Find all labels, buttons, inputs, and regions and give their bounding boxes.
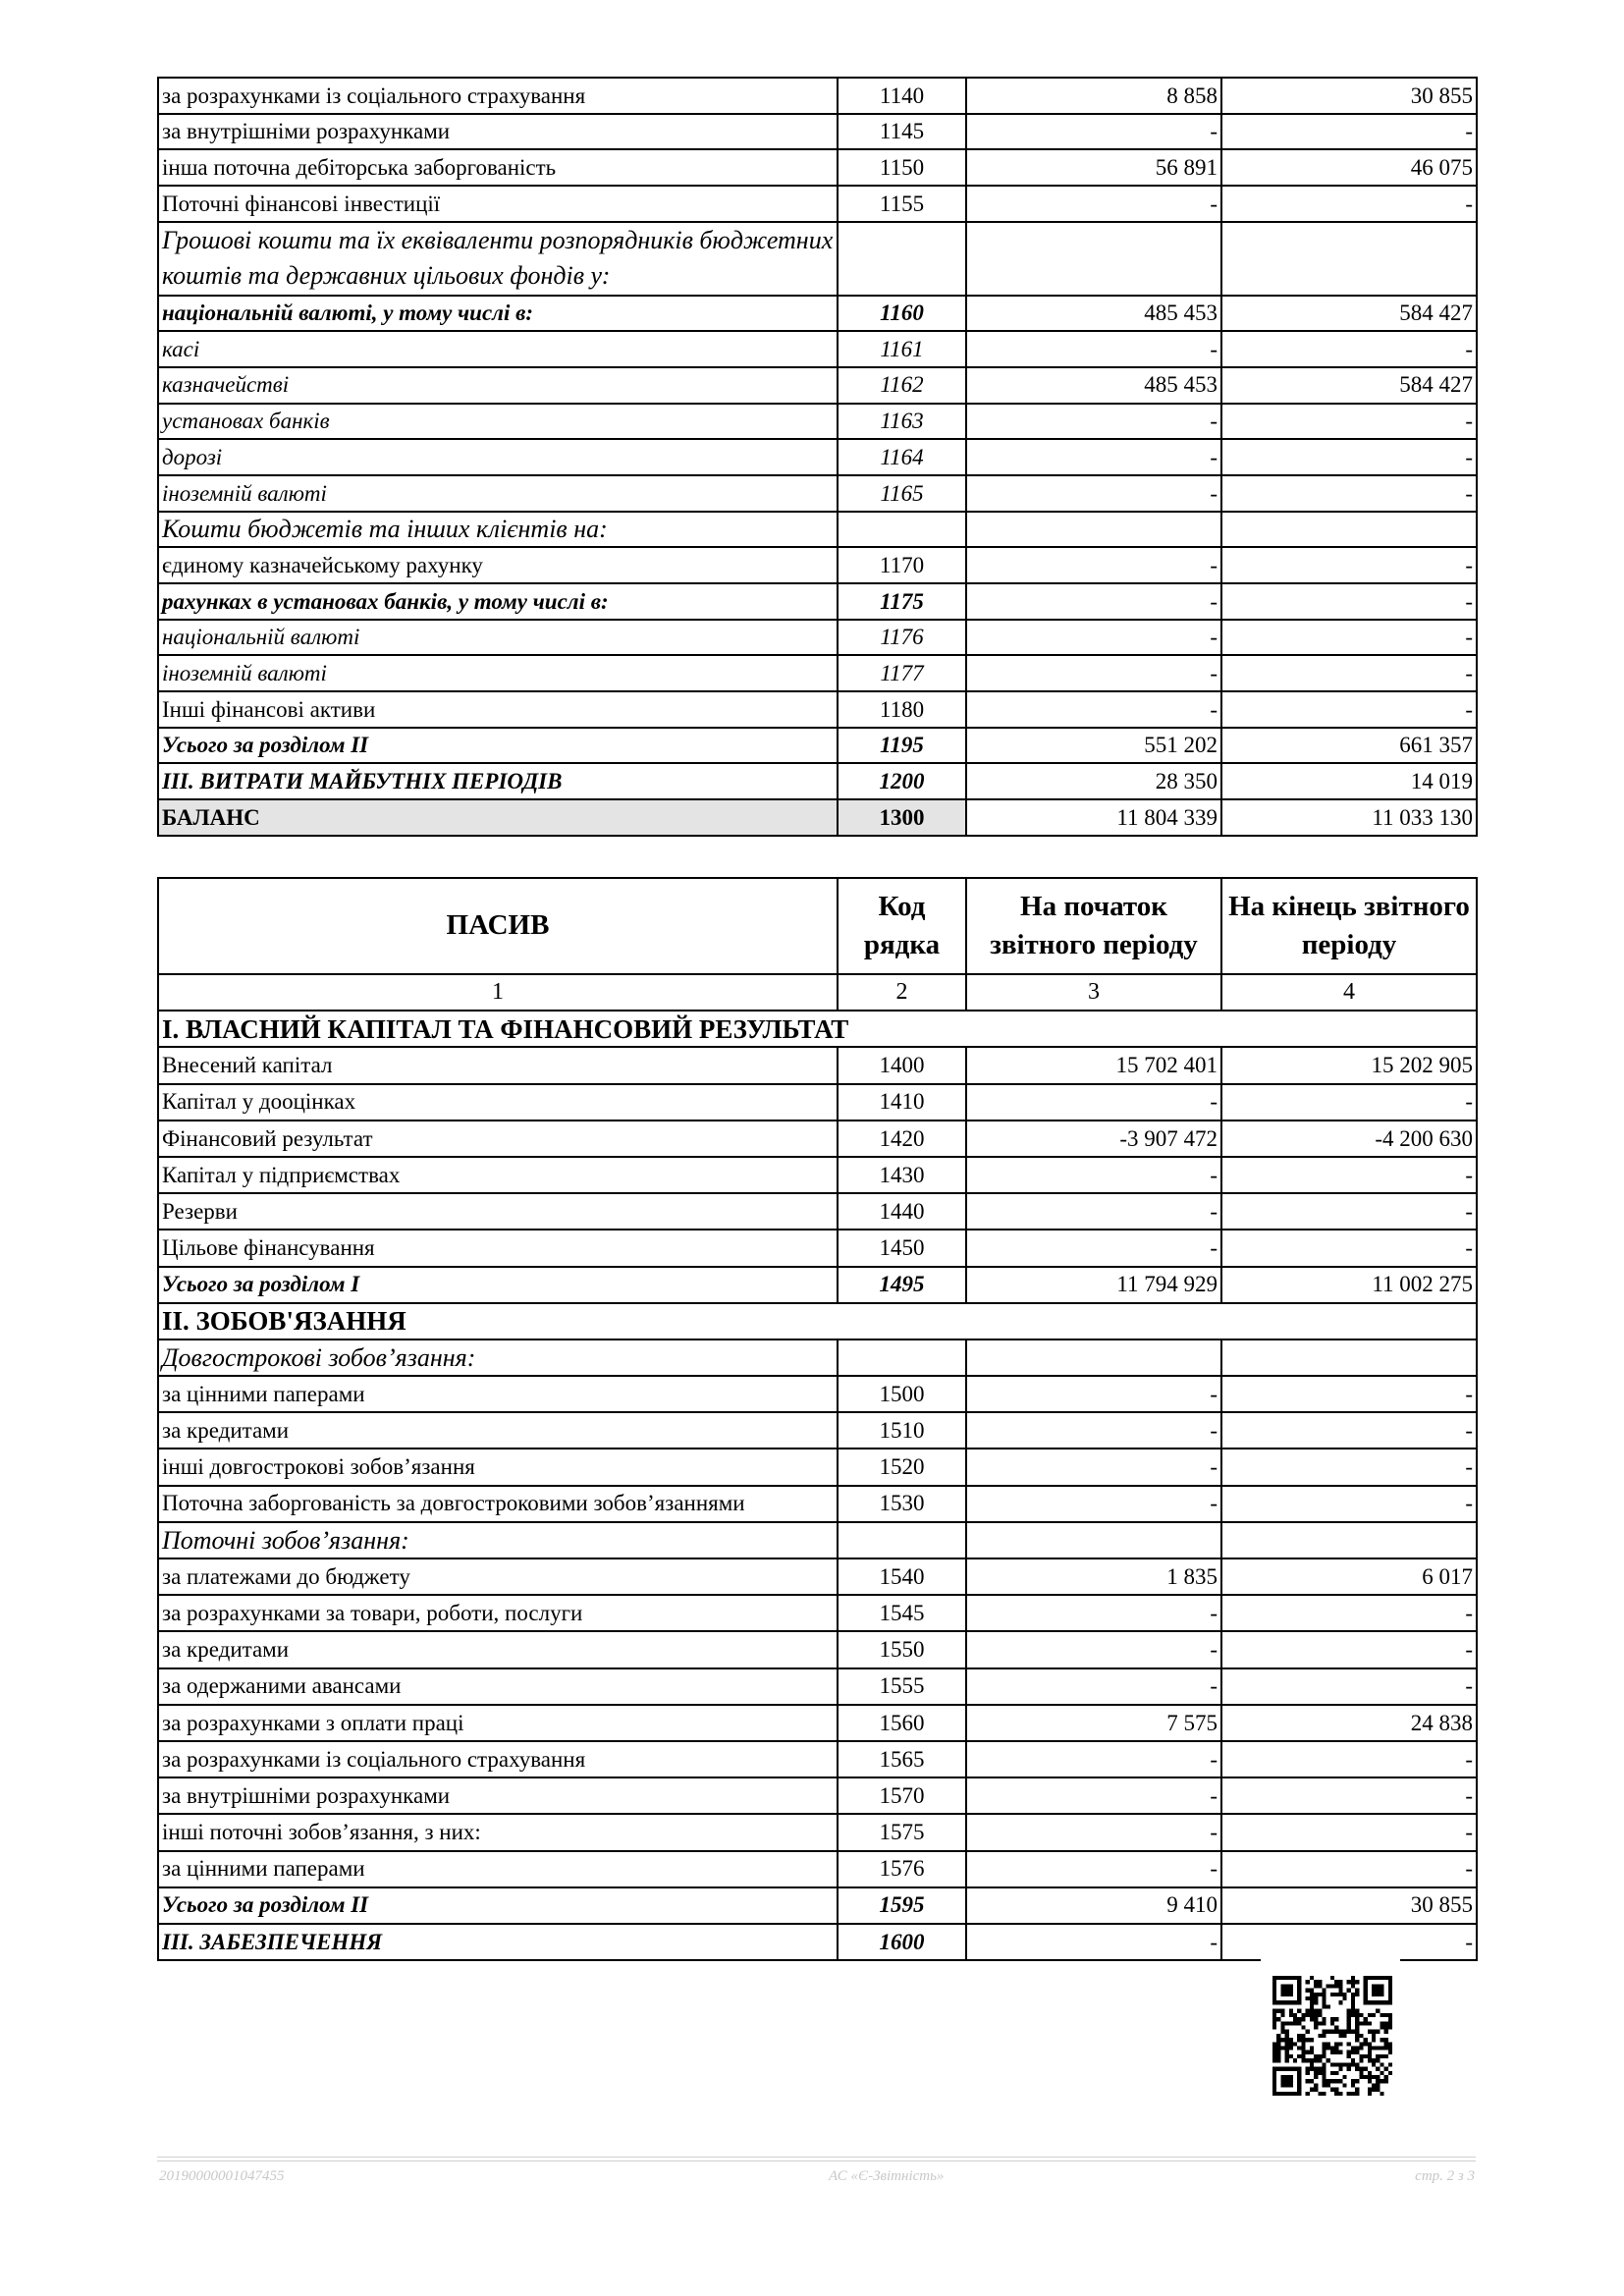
- table-row: [158, 1558, 1477, 1595]
- table-row: [158, 583, 1477, 620]
- value-period-end: -: [1221, 1741, 1477, 1777]
- row-label: Кошти бюджетів та інших клієнтів на:: [158, 512, 838, 548]
- table-row: [158, 1047, 1477, 1083]
- row-code: 1145: [838, 114, 966, 150]
- value-period-end: 15 202 905: [1221, 1047, 1477, 1083]
- value-period-start: [966, 1339, 1221, 1376]
- value-period-start: -: [966, 1741, 1221, 1777]
- table-row: [158, 1741, 1477, 1777]
- value-period-end: 6 017: [1221, 1558, 1477, 1595]
- row-code: 1165: [838, 475, 966, 512]
- row-code: 1600: [838, 1924, 966, 1960]
- row-label: рахунках в установах банків, у тому числі в:: [158, 583, 838, 620]
- table-row: [158, 1376, 1477, 1412]
- row-code: 1576: [838, 1851, 966, 1887]
- value-period-end: -: [1221, 620, 1477, 656]
- row-label: Фінансовий результат: [158, 1121, 838, 1157]
- footer-system-name: АС «Є-Звітність»: [829, 2168, 945, 2184]
- table-row: [158, 1887, 1477, 1924]
- value-period-start: -: [966, 655, 1221, 691]
- row-label: за платежами до бюджету: [158, 1558, 838, 1595]
- value-period-end: -: [1221, 1193, 1477, 1230]
- table-row: [158, 512, 1477, 548]
- table-row: [158, 222, 1477, 296]
- row-code: 1160: [838, 296, 966, 332]
- table-row: [158, 1339, 1477, 1376]
- table-row: [158, 1631, 1477, 1667]
- row-code: 1400: [838, 1047, 966, 1083]
- table-header-row: [158, 878, 1477, 974]
- value-period-start: 7 575: [966, 1705, 1221, 1741]
- row-code: 1450: [838, 1230, 966, 1266]
- value-period-end: -: [1221, 1449, 1477, 1485]
- row-label: єдиному казначейському рахунку: [158, 547, 838, 583]
- row-label: Поточні фінансові інвестиції: [158, 186, 838, 222]
- row-code: 1540: [838, 1558, 966, 1595]
- row-code: 1420: [838, 1121, 966, 1157]
- table-row: [158, 799, 1477, 836]
- row-code: [838, 1339, 966, 1376]
- value-period-start: -: [966, 1486, 1221, 1522]
- table-row: [158, 367, 1477, 404]
- value-period-start: -: [966, 1412, 1221, 1449]
- row-code: 1176: [838, 620, 966, 656]
- value-period-start: -: [966, 1449, 1221, 1485]
- header-code: Код рядка: [838, 878, 966, 974]
- value-period-end: -: [1221, 1486, 1477, 1522]
- row-label: Капітал у дооцінках: [158, 1084, 838, 1121]
- value-period-start: -: [966, 1924, 1221, 1960]
- section-title: II. ЗОБОВ'ЯЗАННЯ: [158, 1303, 1477, 1339]
- value-period-start: -: [966, 1668, 1221, 1705]
- row-label: за внутрішніми розрахунками: [158, 1777, 838, 1814]
- value-period-start: -: [966, 1193, 1221, 1230]
- column-number-row: [158, 974, 1477, 1011]
- value-period-end: 14 019: [1221, 763, 1477, 799]
- value-period-start: -: [966, 1814, 1221, 1850]
- row-label: за розрахунками з оплати праці: [158, 1705, 838, 1741]
- row-code: 1161: [838, 331, 966, 367]
- value-period-end: 30 855: [1221, 1887, 1477, 1924]
- row-label: Усього за розділом II: [158, 1887, 838, 1924]
- row-code: 1180: [838, 691, 966, 728]
- table-row: [158, 763, 1477, 799]
- table-row: [158, 1303, 1477, 1339]
- row-label: іноземній валюті: [158, 475, 838, 512]
- value-period-end: -: [1221, 404, 1477, 440]
- value-period-end: 584 427: [1221, 367, 1477, 404]
- table-row: [158, 1522, 1477, 1558]
- table-row: [158, 1777, 1477, 1814]
- value-period-start: 1 835: [966, 1558, 1221, 1595]
- value-period-end: [1221, 1339, 1477, 1376]
- value-period-end: -: [1221, 1777, 1477, 1814]
- row-code: [838, 512, 966, 548]
- row-code: 1164: [838, 439, 966, 475]
- row-code: 1162: [838, 367, 966, 404]
- row-label: за кредитами: [158, 1412, 838, 1449]
- value-period-end: -: [1221, 691, 1477, 728]
- row-code: 1500: [838, 1376, 966, 1412]
- value-period-start: -: [966, 1595, 1221, 1631]
- row-label: Внесений капітал: [158, 1047, 838, 1083]
- table-row: [158, 1157, 1477, 1193]
- value-period-end: -: [1221, 1595, 1477, 1631]
- table-row: [158, 1814, 1477, 1850]
- value-period-end: [1221, 222, 1477, 296]
- table-row: [158, 1267, 1477, 1303]
- table-row: [158, 1668, 1477, 1705]
- column-number: 3: [966, 974, 1221, 1011]
- table-row: [158, 1121, 1477, 1157]
- footer-divider: [157, 2160, 1476, 2161]
- value-period-start: -: [966, 475, 1221, 512]
- value-period-start: 551 202: [966, 728, 1221, 764]
- row-label: установах банків: [158, 404, 838, 440]
- row-label: Усього за розділом I: [158, 1267, 838, 1303]
- row-code: 1595: [838, 1887, 966, 1924]
- row-code: 1545: [838, 1595, 966, 1631]
- value-period-start: 56 891: [966, 149, 1221, 186]
- value-period-start: [966, 512, 1221, 548]
- value-period-end: 46 075: [1221, 149, 1477, 186]
- footer-page-number: стр. 2 з 3: [1415, 2168, 1475, 2184]
- row-code: 1140: [838, 78, 966, 114]
- row-code: 1530: [838, 1486, 966, 1522]
- value-period-start: -: [966, 114, 1221, 150]
- value-period-start: -: [966, 186, 1221, 222]
- table-row: [158, 1449, 1477, 1485]
- assets-table: [157, 77, 1478, 837]
- row-code: 1495: [838, 1267, 966, 1303]
- value-period-start: -: [966, 1376, 1221, 1412]
- value-period-end: -: [1221, 1157, 1477, 1193]
- value-period-end: 24 838: [1221, 1705, 1477, 1741]
- value-period-start: 15 702 401: [966, 1047, 1221, 1083]
- row-label: Довгострокові зобов’язання:: [158, 1339, 838, 1376]
- row-label: національній валюті: [158, 620, 838, 656]
- value-period-end: [1221, 1522, 1477, 1558]
- table-gap: [1261, 1954, 1400, 1972]
- row-label: за кредитами: [158, 1631, 838, 1667]
- value-period-end: -: [1221, 439, 1477, 475]
- header-pasiv: ПАСИВ: [158, 878, 838, 974]
- row-label: за внутрішніми розрахунками: [158, 114, 838, 150]
- table-row: [158, 1705, 1477, 1741]
- value-period-start: -: [966, 1084, 1221, 1121]
- table-row: [158, 1084, 1477, 1121]
- row-code: [838, 222, 966, 296]
- value-period-end: -: [1221, 331, 1477, 367]
- value-period-start: 485 453: [966, 296, 1221, 332]
- row-code: 1200: [838, 763, 966, 799]
- header-period-start: На початок звітного періоду: [966, 878, 1221, 974]
- value-period-end: 661 357: [1221, 728, 1477, 764]
- row-label: Цільове фінансування: [158, 1230, 838, 1266]
- section-title: I. ВЛАСНИЙ КАПІТАЛ ТА ФІНАНСОВИЙ РЕЗУЛЬТАТ: [158, 1011, 1477, 1047]
- value-period-end: -: [1221, 1376, 1477, 1412]
- column-number: 2: [838, 974, 966, 1011]
- row-label: за одержаними авансами: [158, 1668, 838, 1705]
- row-code: 1575: [838, 1814, 966, 1850]
- row-label: за розрахунками із соціального страхування: [158, 1741, 838, 1777]
- value-period-start: -: [966, 1157, 1221, 1193]
- value-period-end: -: [1221, 1230, 1477, 1266]
- value-period-start: 9 410: [966, 1887, 1221, 1924]
- value-period-start: 8 858: [966, 78, 1221, 114]
- value-period-end: -: [1221, 1084, 1477, 1121]
- row-label: за розрахунками із соціального страхування: [158, 78, 838, 114]
- row-label: III. ЗАБЕЗПЕЧЕННЯ: [158, 1924, 838, 1960]
- value-period-start: -: [966, 1631, 1221, 1667]
- row-label: БАЛАНС: [158, 799, 838, 836]
- row-label: Грошові кошти та їх еквіваленти розпорядників бюджетних коштів та державних цільових фондів у:: [158, 222, 838, 296]
- row-label: казначействі: [158, 367, 838, 404]
- row-label: ІІІ. ВИТРАТИ МАЙБУТНІХ ПЕРІОДІВ: [158, 763, 838, 799]
- value-period-start: 28 350: [966, 763, 1221, 799]
- row-code: 1170: [838, 547, 966, 583]
- table-row: [158, 114, 1477, 150]
- value-period-start: -: [966, 1777, 1221, 1814]
- table-row: [158, 1011, 1477, 1047]
- table-row: [158, 149, 1477, 186]
- row-code: 1430: [838, 1157, 966, 1193]
- value-period-start: -: [966, 620, 1221, 656]
- column-number: 4: [1221, 974, 1477, 1011]
- table-row: [158, 655, 1477, 691]
- table-row: [158, 439, 1477, 475]
- qr-code-icon: [1272, 1976, 1392, 2096]
- row-label: Поточні зобов’язання:: [158, 1522, 838, 1558]
- value-period-end: -: [1221, 547, 1477, 583]
- table-row: [158, 620, 1477, 656]
- row-code: 1510: [838, 1412, 966, 1449]
- value-period-start: -: [966, 439, 1221, 475]
- row-code: 1410: [838, 1084, 966, 1121]
- value-period-start: -: [966, 1230, 1221, 1266]
- value-period-start: -: [966, 404, 1221, 440]
- row-code: 1555: [838, 1668, 966, 1705]
- row-code: 1550: [838, 1631, 966, 1667]
- row-label: Поточна заборгованість за довгостроковими зобов’язаннями: [158, 1486, 838, 1522]
- value-period-end: -: [1221, 1851, 1477, 1887]
- value-period-end: 584 427: [1221, 296, 1477, 332]
- table-row: [158, 728, 1477, 764]
- value-period-end: 11 033 130: [1221, 799, 1477, 836]
- liabilities-table: [157, 877, 1478, 1961]
- row-code: 1175: [838, 583, 966, 620]
- value-period-start: -: [966, 547, 1221, 583]
- value-period-end: -: [1221, 186, 1477, 222]
- row-label: іноземній валюті: [158, 655, 838, 691]
- row-code: 1300: [838, 799, 966, 836]
- value-period-end: -: [1221, 1924, 1477, 1960]
- value-period-start: 485 453: [966, 367, 1221, 404]
- value-period-end: 11 002 275: [1221, 1267, 1477, 1303]
- table-row: [158, 1486, 1477, 1522]
- value-period-end: -: [1221, 1668, 1477, 1705]
- footer-doc-id: 20190000001047455: [159, 2168, 285, 2184]
- row-label: Усього за розділом ІІ: [158, 728, 838, 764]
- table-row: [158, 1193, 1477, 1230]
- value-period-start: -: [966, 583, 1221, 620]
- value-period-start: -: [966, 1851, 1221, 1887]
- row-code: 1195: [838, 728, 966, 764]
- value-period-start: [966, 222, 1221, 296]
- value-period-end: -: [1221, 1814, 1477, 1850]
- row-label: інші поточні зобов’язання, з них:: [158, 1814, 838, 1850]
- table-row: [158, 1412, 1477, 1449]
- table-row: [158, 186, 1477, 222]
- row-label: Резерви: [158, 1193, 838, 1230]
- table-row: [158, 1851, 1477, 1887]
- value-period-start: 11 804 339: [966, 799, 1221, 836]
- table-row: [158, 78, 1477, 114]
- value-period-end: -: [1221, 475, 1477, 512]
- table-row: [158, 1595, 1477, 1631]
- table-row: [158, 296, 1477, 332]
- value-period-end: -: [1221, 114, 1477, 150]
- value-period-end: 30 855: [1221, 78, 1477, 114]
- row-code: 1155: [838, 186, 966, 222]
- value-period-start: -: [966, 331, 1221, 367]
- table-row: [158, 475, 1477, 512]
- table-row: [158, 331, 1477, 367]
- row-label: інша поточна дебіторська заборгованість: [158, 149, 838, 186]
- row-code: 1565: [838, 1741, 966, 1777]
- value-period-end: -4 200 630: [1221, 1121, 1477, 1157]
- row-label: за цінними паперами: [158, 1851, 838, 1887]
- row-code: 1163: [838, 404, 966, 440]
- table-row: [158, 404, 1477, 440]
- row-label: Інші фінансові активи: [158, 691, 838, 728]
- row-label: національній валюті, у тому числі в:: [158, 296, 838, 332]
- row-code: 1570: [838, 1777, 966, 1814]
- row-code: 1440: [838, 1193, 966, 1230]
- row-label: за розрахунками за товари, роботи, послуги: [158, 1595, 838, 1631]
- value-period-end: -: [1221, 1631, 1477, 1667]
- row-code: [838, 1522, 966, 1558]
- header-period-end: На кінець звітного періоду: [1221, 878, 1477, 974]
- row-label: інші довгострокові зобов’язання: [158, 1449, 838, 1485]
- column-number: 1: [158, 974, 838, 1011]
- table-row: [158, 691, 1477, 728]
- row-label: дорозі: [158, 439, 838, 475]
- value-period-end: [1221, 512, 1477, 548]
- row-code: 1150: [838, 149, 966, 186]
- row-code: 1177: [838, 655, 966, 691]
- value-period-start: [966, 1522, 1221, 1558]
- table-row: [158, 1230, 1477, 1266]
- value-period-end: -: [1221, 583, 1477, 620]
- value-period-end: -: [1221, 655, 1477, 691]
- row-label: касі: [158, 331, 838, 367]
- row-code: 1560: [838, 1705, 966, 1741]
- value-period-end: -: [1221, 1412, 1477, 1449]
- value-period-start: -: [966, 691, 1221, 728]
- footer-divider: [157, 2157, 1476, 2158]
- value-period-start: 11 794 929: [966, 1267, 1221, 1303]
- row-label: Капітал у підприємствах: [158, 1157, 838, 1193]
- row-label: за цінними паперами: [158, 1376, 838, 1412]
- value-period-start: -3 907 472: [966, 1121, 1221, 1157]
- row-code: 1520: [838, 1449, 966, 1485]
- table-row: [158, 547, 1477, 583]
